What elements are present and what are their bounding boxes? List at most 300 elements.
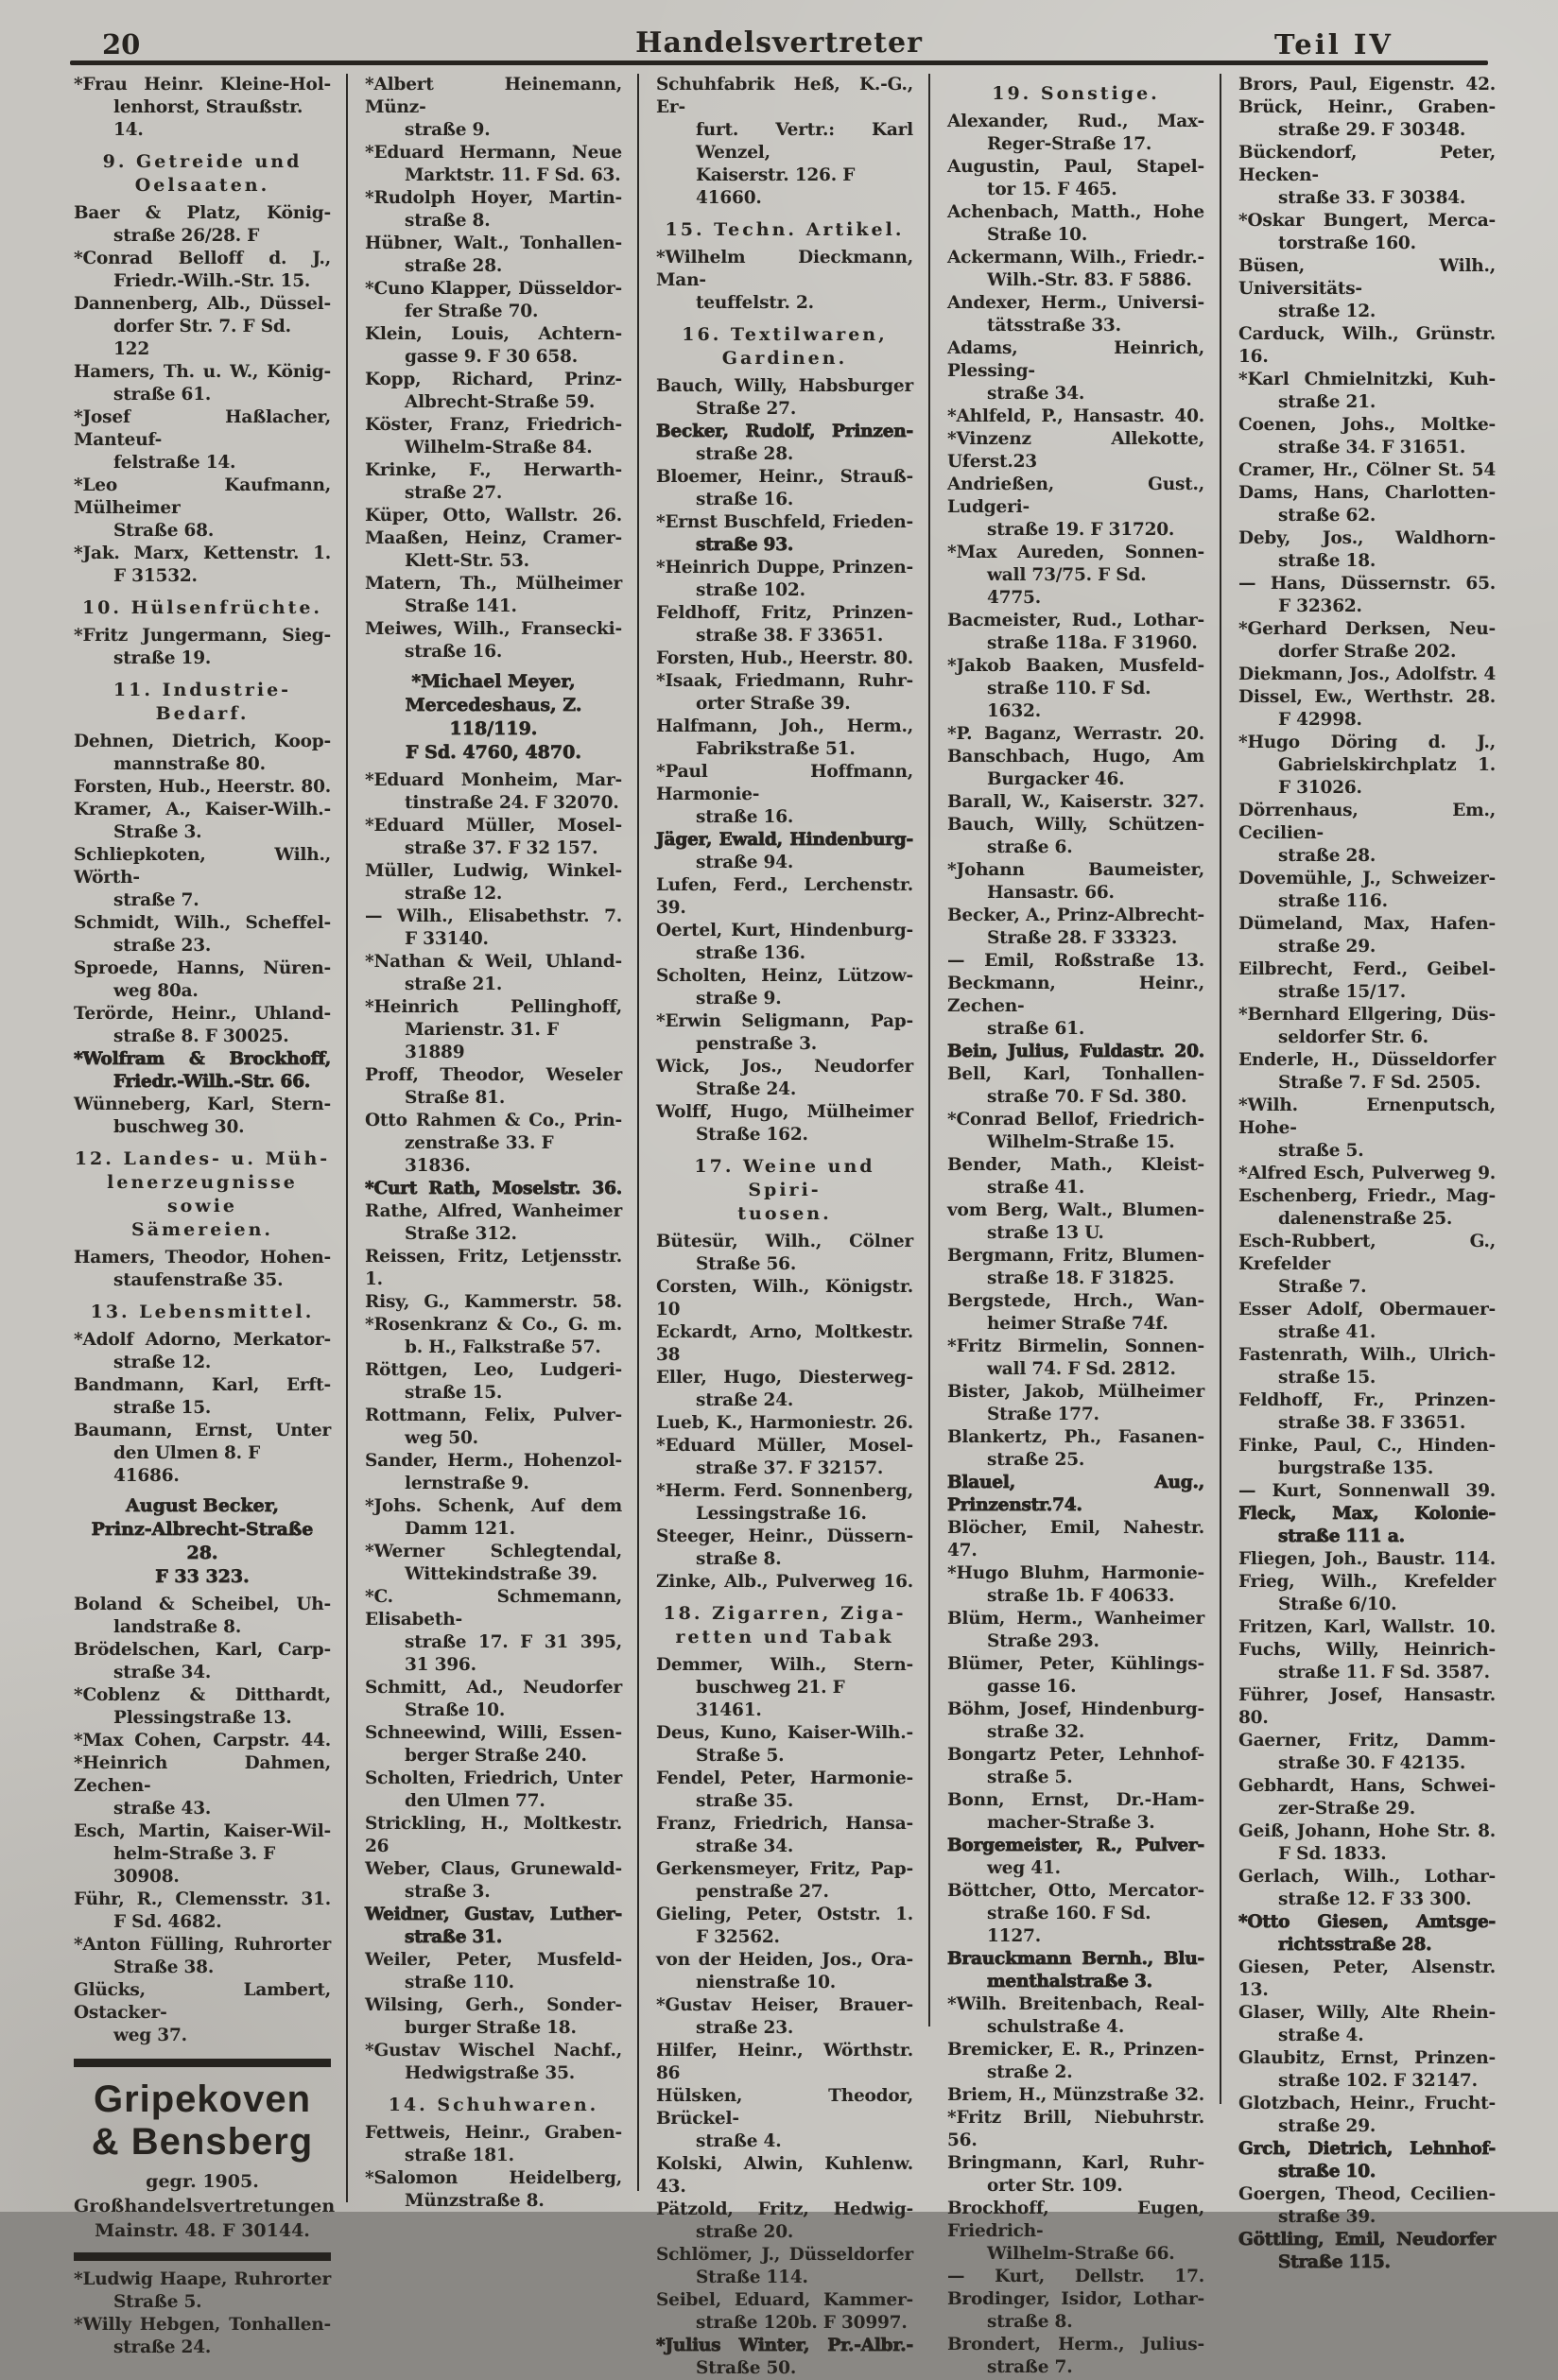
entry-line: Klett-Str. 53. [405,551,529,571]
entry-line: berger Straße 240. [405,1746,587,1766]
directory-entry [365,996,622,1064]
entry-line: Becker, A., Prinz-Albrecht- [947,905,1204,925]
directory-entry [365,2167,622,2213]
entry-line: Kopp, Richard, Prinz- [365,370,622,389]
entry-line: straße 21. [1278,392,1376,412]
entry-line: Briem, H., Münzstraße 32. [947,2085,1204,2105]
featured-entry-line: Mercedeshaus, Z. 118/119. [405,695,582,739]
directory-entry [656,1435,913,1480]
directory-entry [74,293,331,361]
entry-line: dorfer Straße 202. [1278,642,1457,662]
directory-entry [947,1199,1204,1245]
directory-entry [947,2084,1204,2107]
section-heading [74,679,331,726]
directory-entry [74,2268,331,2314]
directory-entry [1238,1004,1496,1049]
entry-line: Schmitt, Ad., Neudorfer [365,1678,622,1698]
entry-line: Sander, Herm., Hohenzol- [365,1451,622,1471]
section-heading-line: 19. Sonstige. [992,83,1160,104]
entry-line: straße 27. [405,483,503,503]
entry-line: *Cuno Klapper, Düsseldor- [365,279,622,299]
directory-entry [365,323,622,369]
directory-entry [365,1359,622,1405]
entry-line: Straße 177. [987,1405,1099,1424]
entry-line: *Nathan & Weil, Uhland- [365,952,622,972]
entry-line: *Eduard Müller, Mosel- [656,1436,913,1456]
entry-line: von der Heiden, Jos., Ora- [656,1950,913,1970]
entry-line: den Ulmen 77. [405,1791,545,1811]
entry-line: *Karl Chmielnitzki, Kuh- [1238,370,1496,389]
entry-line: Coenen, Johs., Moltke- [1238,415,1496,435]
entry-line: Hilfer, Heinr., Wörthstr. 86 [656,2041,913,2083]
entry-line: straße 118a. F 31960. [987,633,1198,653]
directory-entry [947,1063,1204,1109]
directory-entry [1238,1049,1496,1095]
entry-line: Geiß, Johann, Hohe Str. 8. [1238,1821,1496,1841]
directory-entry [947,1993,1204,2039]
column-divider-4 [1220,74,1221,2104]
entry-line: *Jak. Marx, Kettenstr. 1. [74,543,331,563]
entry-line: vom Berg, Walt., Blumen- [947,1200,1204,1220]
entry-line: *Eduard Monheim, Mar- [365,770,622,790]
entry-line: Dümeland, Max, Hafen- [1238,914,1496,934]
entry-line: Steeger, Heinr., Düssern- [656,1526,913,1546]
entry-line: straße 43. [113,1799,212,1819]
entry-line: Bremicker, E. R., Prinzen- [947,2040,1204,2060]
entry-line: straße 29. [1278,937,1376,957]
entry-line: straße 28. [696,444,794,464]
directory-entry [365,618,622,664]
entry-line: *Rosenkranz & Co., G. m. [365,1315,622,1335]
entry-line: Fliegen, Joh., Baustr. 114. [1238,1549,1496,1569]
directory-entry [365,769,622,815]
directory-entry [947,1608,1204,1653]
entry-line: Krinke, F., Herwarth- [365,460,622,480]
entry-line: straße 8. F 30025. [113,1026,289,1046]
entry-line: Bandmann, Karl, Erft- [74,1375,331,1395]
entry-line: Brondert, Herm., Julius- [947,2335,1204,2354]
directory-entry [947,791,1204,814]
directory-entry [656,1276,913,1321]
directory-entry [365,951,622,996]
entry-line: Grch, Dietrich, Lehnhof- [1238,2139,1496,2159]
entry-line: *Oskar Bungert, Merca- [1238,211,1496,231]
entry-line: teuffelstr. 2. [696,293,814,313]
entry-line: straße 111 a. [1278,1526,1405,1546]
directory-entry [1238,414,1496,459]
entry-line: Bauch, Willy, Habsburger [656,376,913,396]
entry-line: Bein, Julius, Fuldastr. 20. [947,1042,1204,1061]
entry-line: straße 10. [1278,2162,1376,2182]
entry-line: Fettweis, Heinr., Graben- [365,2123,622,2143]
column-5 [1238,74,1496,2274]
directory-entry [1238,1866,1496,1911]
directory-entry [947,1835,1204,1880]
entry-line: straße 18. [1278,551,1376,571]
entry-line: Wilhelm-Straße 84. [405,438,593,457]
entry-line: Andrießen, Gust., Ludgeri- [947,474,1204,517]
directory-entry [74,844,331,912]
entry-line: weg 80a. [113,981,199,1001]
entry-line: Straße 5. [113,2292,202,2312]
entry-line: straße 24. [113,2337,212,2357]
directory-entry [1238,2183,1496,2229]
entry-line: straße 15. [1278,1368,1376,1388]
entry-line: *Ernst Buschfeld, Frieden- [656,512,913,532]
entry-line: landstraße 8. [113,1617,242,1637]
entry-line: Straße 141. [405,596,517,616]
directory-entry [947,201,1204,247]
directory-entry [74,1888,331,1934]
column-divider-3 [928,74,930,2026]
directory-entry [947,1336,1204,1381]
entry-line: Führ, R., Clemensstr. 31. [74,1889,331,1909]
entry-line: Fastenrath, Wilh., Ulrich- [1238,1345,1496,1365]
entry-line: Bonn, Ernst, Dr.-Ham- [947,1790,1204,1810]
directory-entry [1238,2093,1496,2138]
directory-entry [365,1450,622,1495]
entry-line: Lufen, Ferd., Lerchenstr. 39. [656,875,913,918]
section-heading-line: Gardinen. [721,348,848,369]
directory-entry [947,1154,1204,1199]
entry-line: Wilsing, Gerh., Sonder- [365,1995,622,2015]
entry-line: F 31532. [113,566,198,586]
directory-entry [656,421,913,466]
entry-line: Bauch, Willy, Schützen- [947,815,1204,835]
section-heading-line: 16. Textilwaren, [682,324,888,345]
entry-line: *Eduard Müller, Mosel- [365,816,622,836]
entry-line: Fabrikstraße 51. [696,739,856,759]
entry-line: Lueb, K., Harmoniestr. 26. [656,1413,913,1433]
entry-line: wall 74. F Sd. 2812. [987,1359,1176,1379]
entry-line: Führer, Josef, Hansastr. 80. [1238,1685,1496,1728]
entry-line: straße 120b. F 30997. [696,2313,908,2333]
section-heading-line: tuosen. [737,1203,832,1224]
entry-line: straße 34. F 31651. [1278,438,1466,457]
directory-entry [656,1526,913,1571]
entry-line: straße 20. [696,2222,794,2242]
entry-line: Fleck, Max, Kolonie- [1238,1504,1496,1524]
directory-entry [947,950,1204,973]
entry-line: Eller, Hugo, Diesterweg- [656,1368,913,1388]
directory-entry [74,1684,331,1730]
entry-line: Scholten, Heinz, Lützow- [656,966,913,986]
entry-line: *Adolf Adorno, Merkator- [74,1330,331,1350]
entry-line: Göttling, Emil, Neudorfer [1238,2230,1496,2250]
entry-line: Straße 24. [696,1079,797,1099]
entry-line: straße 23. [696,2018,794,2038]
directory-entry [656,466,913,511]
directory-entry [365,142,622,187]
entry-line: Kaiserstr. 126. F 41660. [696,165,856,208]
advertisement [74,2059,336,2261]
entry-line: straße 38. F 33651. [696,626,884,646]
directory-entry [947,1041,1204,1063]
entry-line: straße 29. [1278,2116,1376,2136]
directory-entry [74,202,331,248]
entry-line: Diekmann, Jos., Adolfstr. 4 [1238,664,1496,684]
entry-line: *Jakob Baaken, Musfeld- [947,656,1204,676]
entry-line: Friedr.-Wilh.-Str. 66. [113,1072,311,1092]
entry-line: straße 21. [405,974,503,994]
entry-line: Münzstraße 8. [405,2191,545,2211]
entry-line: straße 62. [1278,506,1376,526]
entry-line: penstraße 3. [696,1034,818,1054]
entry-line: Sproede, Hanns, Nüren- [74,958,331,978]
entry-line: Lessingstraße 16. [696,1504,867,1524]
section-heading [74,1301,331,1324]
section-heading-line: 18. Zigarren, Ziga- [663,1603,907,1624]
entry-line: straße 136. [696,943,805,963]
entry-line: *Leo Kaufmann, Mülheimer [74,475,331,518]
entry-line: straße 9. [405,120,491,140]
directory-entry [1238,1639,1496,1684]
entry-line: *Salomon Heidelberg, [365,2168,622,2188]
directory-entry [656,247,913,315]
directory-entry [947,1472,1204,1517]
directory-entry [947,2039,1204,2084]
entry-line: Straße 28. F 33323. [987,928,1178,948]
entry-line: straße 26/28. F [113,226,260,246]
entry-line: *Paul Hoffmann, Harmonie- [656,762,913,804]
entry-line: Straße 7. [1278,1277,1367,1297]
directory-entry [74,1639,331,1684]
directory-entry [656,1056,913,1101]
entry-line: straße 32. [987,1722,1085,1742]
directory-entry [656,829,913,874]
entry-line: Bacmeister, Rud., Lothar- [947,611,1204,630]
entry-line: Brauckmann Bernh., Blu- [947,1949,1204,1969]
directory-entry [656,1010,913,1056]
ad-company-name: Gripekoven [93,2078,312,2120]
entry-line: staufenstraße 35. [113,1270,284,1290]
entry-line: Wilh.-Str. 83. F 5886. [987,270,1192,290]
directory-entry [947,1699,1204,1744]
entry-line: straße 19. F 31720. [987,520,1175,540]
entry-line: straße 102. F 32147. [1278,2071,1478,2091]
directory-entry [1238,800,1496,868]
entry-line: Brockhoff, Eugen, Friedrich- [947,2199,1204,2241]
entry-line: Bergstede, Hrch., Wan- [947,1291,1204,1311]
entry-line: Rottmann, Felix, Pulver- [365,1406,622,1425]
entry-line: Böhm, Josef, Hindenburg- [947,1699,1204,1719]
section-heading-line: Bedarf. [155,703,250,724]
directory-entry [365,1246,622,1291]
entry-line: straße 12. F 33 300. [1278,1889,1472,1909]
entry-line: — Kurt, Sonnenwall 39. [1238,1481,1496,1501]
entry-line: Straße 7. F Sd. 2505. [1278,1073,1481,1093]
entry-line: straße 16. [696,807,794,827]
directory-entry [656,2199,913,2244]
featured-entry [74,1494,331,1589]
entry-line: Eschenberg, Friedr., Mag- [1238,1186,1496,1206]
entry-line: straße 4. [1278,2026,1364,2045]
directory-entry [74,1374,331,1420]
entry-line: — Wilh., Elisabethstr. 7. [365,906,622,926]
directory-entry [1238,1163,1496,1185]
entry-line: *Ludwig Haape, Ruhrorter [74,2269,331,2289]
entry-line: Schlömer, J., Düsseldorfer [656,2245,913,2265]
entry-line: Weber, Claus, Grunewald- [365,1859,622,1879]
entry-line: F 32562. [696,1927,780,1947]
entry-line: *Johann Baumeister, [947,860,1204,880]
part-label: Teil IV [1274,28,1394,60]
entry-line: *Josef Haßlacher, Manteuf- [74,407,331,450]
entry-line: *Wilh. Ernenputsch, Hohe- [1238,1095,1496,1138]
featured-entry [365,670,622,765]
directory-entry [947,337,1204,405]
entry-line: Straße 6/10. [1278,1595,1397,1614]
directory-entry [947,2107,1204,2152]
entry-line: *Hugo Döring d. J., [1238,733,1496,752]
directory-entry [74,731,331,776]
section-heading [656,323,913,371]
entry-line: *Bernhard Ellgering, Düs- [1238,1005,1496,1025]
directory-entry [656,2335,913,2380]
directory-entry [656,1571,913,1594]
section-heading [656,1155,913,1226]
entry-line: straße 24. [696,1390,794,1410]
entry-line: *Frau Heinr. Kleine-Hol- [74,75,331,95]
directory-entry [947,723,1204,746]
entry-line: Hedwigstraße 35. [405,2063,576,2083]
entry-line: F Sd. 1833. [1278,1844,1387,1864]
entry-line: *Erwin Seligmann, Pap- [656,1011,913,1031]
entry-line: menthalstraße 3. [987,1972,1152,1992]
directory-entry [656,1654,913,1722]
entry-line: straße 34. [113,1663,212,1682]
entry-line: Schmidt, Wilh., Scheffel- [74,913,331,933]
entry-line: *Johs. Schenk, Auf dem [365,1496,622,1516]
directory-entry [1238,573,1496,618]
entry-line: Becker, Rudolf, Prinzen- [656,422,913,441]
directory-entry [1238,1299,1496,1344]
section-heading [947,82,1204,106]
featured-entry-line: August Becker, [126,1495,279,1516]
directory-entry [947,814,1204,859]
entry-line: straße 7. [113,890,199,910]
entry-line: straße 29. F 30348. [1278,120,1466,140]
entry-line: Fendel, Peter, Harmonie- [656,1768,913,1788]
entry-line: F 42998. [1278,710,1362,730]
entry-line: straße 116. [1278,891,1388,911]
entry-line: Bell, Karl, Tonhallen- [947,1064,1204,1084]
entry-line: Strickling, H., Moltkestr. 26 [365,1814,622,1856]
entry-line: straße 9. [696,989,782,1009]
entry-line: *Herm. Ferd. Sonnenberg, [656,1481,913,1501]
entry-line: *Coblenz & Ditthardt, [74,1685,331,1705]
directory-entry [947,292,1204,337]
entry-line: — Emil, Roßstraße 13. [947,951,1204,971]
entry-line: Straße 27. [696,399,797,419]
entry-line: b. H., Falkstraße 57. [405,1337,601,1357]
entry-line: straße 61. [987,1019,1085,1039]
directory-entry [947,1245,1204,1290]
entry-line: macher-Straße 3. [987,1813,1155,1833]
entry-line: Glotzbach, Heinr., Frucht- [1238,2094,1496,2113]
entry-line: straße 15. [113,1398,212,1418]
directory-entry [365,1677,622,1722]
entry-line: *Ahlfeld, P., Hansastr. 40. [947,406,1204,426]
directory-entry [656,1101,913,1147]
page-title: Handelsvertreter [635,26,923,60]
column-1 [74,74,336,2359]
entry-line: Demmer, Wilh., Stern- [656,1655,913,1675]
entry-line: Straße 114. [696,2268,808,2287]
section-heading-line: 14. Schuhwaren. [388,2095,599,2115]
entry-line: Gebhardt, Hans, Schwei- [1238,1776,1496,1796]
directory-entry [365,1064,622,1110]
directory-entry [947,1880,1204,1948]
entry-line: Cramer, Hr., Cölner St. 54 [1238,460,1496,480]
section-heading [656,1602,913,1649]
entry-line: Finke, Paul, C., Hinden- [1238,1436,1496,1456]
entry-line: Straße 3. [113,822,202,842]
entry-line: straße 8. [696,1549,782,1569]
directory-entry [656,1813,913,1858]
directory-entry [365,1110,622,1178]
entry-line: Gerlach, Wilh., Lothar- [1238,1867,1496,1887]
entry-line: Hansastr. 66. [987,883,1115,903]
directory-entry [74,1247,331,1292]
directory-entry [365,1586,622,1677]
column-divider-1 [346,74,348,2202]
section-heading [74,596,331,620]
directory-entry [74,2314,331,2359]
directory-entry [1238,868,1496,913]
featured-entry-line: F 33 323. [155,1566,250,1587]
directory-entry [74,1979,331,2047]
entry-line: Barall, W., Kaiserstr. 327. [947,792,1204,812]
entry-line: Straße 10. [987,225,1088,245]
directory-entry [74,1420,331,1488]
entry-line: *Isaak, Friedmann, Ruhr- [656,671,913,691]
entry-line: *Alfred Esch, Pulverweg 9. [1238,1164,1496,1183]
entry-line: Reissen, Fritz, Letjensstr. 1. [365,1247,622,1289]
directory-entry [656,1949,913,1994]
entry-line: Dovemühle, J., Schweizer- [1238,869,1496,888]
entry-line: Röttgen, Leo, Ludgeri- [365,1360,622,1380]
entry-line: tätsstraße 33. [987,316,1121,336]
directory-entry [947,542,1204,610]
entry-line: Forsten, Hub., Heerstr. 80. [656,648,913,668]
entry-line: Dehnen, Dietrich, Koop- [74,732,331,751]
entry-line: Gerkensmeyer, Fritz, Pap- [656,1859,913,1879]
entry-line: furt. Vertr.: Karl Wenzel, [696,120,913,163]
entry-line: Maaßen, Heinz, Cramer- [365,528,622,548]
entry-line: Meiwes, Wilh., Fransecki- [365,619,622,639]
directory-entry [74,912,331,957]
featured-entry-line: Prinz-Albrecht-Straße 28. [91,1519,314,1563]
entry-line: Blümer, Peter, Kühlings- [947,1654,1204,1674]
directory-entry [1238,958,1496,1004]
directory-entry [365,74,622,142]
entry-line: helm-Straße 3. F 30908. [113,1844,276,1887]
directory-entry [74,1752,331,1820]
entry-line: Blauel, Aug., Prinzenstr.74. [947,1473,1204,1515]
directory-entry [1238,323,1496,369]
directory-entry [1238,255,1496,323]
entry-line: straße 5. [1278,1141,1364,1161]
directory-entry [74,625,331,670]
ad-rule-top [74,2059,331,2067]
directory-entry [74,1048,331,1094]
directory-entry [1238,482,1496,527]
entry-line: Alexander, Rud., Max- [947,112,1204,131]
entry-line: straße 41. [1278,1322,1376,1342]
directory-entry [656,602,913,647]
directory-entry [1238,2047,1496,2093]
